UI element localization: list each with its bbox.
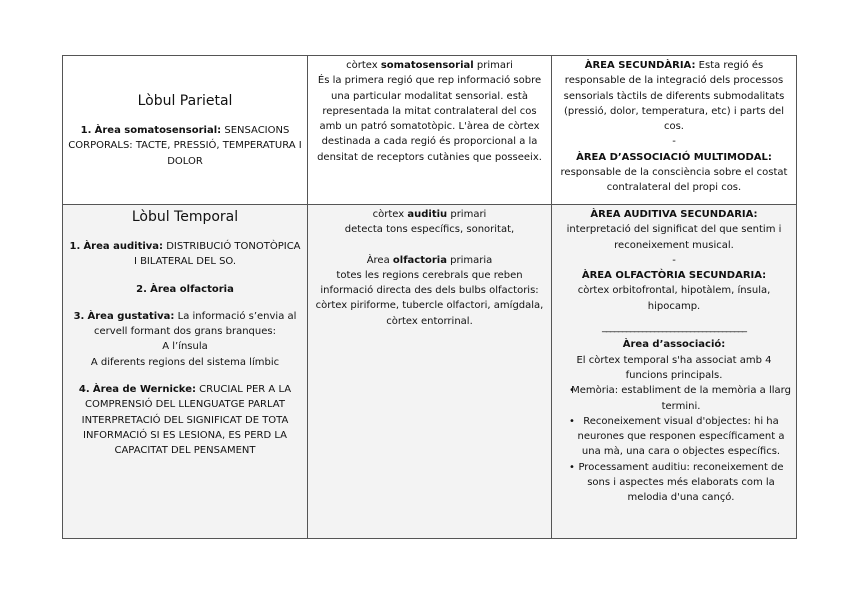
association-head: Àrea d’associació: [622, 339, 726, 351]
list-item: • Reconeixement visual d'objectes: hi ha neurones que responen específicament a una mà, una cara o objectes específics. [571, 414, 791, 460]
list-item: • Memòria: establiment de la memòria a llarg termini. [571, 383, 791, 414]
auditory-primary-heading [313, 207, 546, 222]
parietal-lobe-cell [63, 56, 308, 205]
temporal-item-3 [68, 309, 302, 340]
aud-bold: auditiu [407, 209, 448, 220]
item-number: 4. [78, 384, 90, 396]
item-name: Àrea olfactoria [150, 283, 234, 295]
item-name: Àrea somatosensorial: [94, 125, 222, 137]
auditory-secondary-head: ÀREA AUDITIVA SECUNDARIA: [590, 209, 758, 220]
multimodal-block [557, 150, 791, 196]
temporal-secondary-cell [552, 205, 797, 539]
parietal-title: Lòbul Parietal [137, 93, 233, 110]
item-name: Àrea de Wernicke: [92, 384, 196, 396]
item-number: 1. [69, 241, 81, 252]
aud-suffix: primari [450, 209, 487, 220]
item-desc: CRUCIAL PER A LA COMPRENSIÓ DEL LLENGUATGE PARLAT INTERPRETACIÓ DEL SIGNIFICAT DE TOTA INFORMACIÓ SI ES LESIONA, ES PERD LA CAPACITAT DEL PENSAMENT [81, 384, 292, 457]
temporal-item-2 [68, 282, 302, 297]
item-number: 3. [73, 310, 85, 322]
temporal-item-1 [68, 239, 302, 270]
item-desc: La informació s’envia al cervell formant dos grans branques: [94, 310, 297, 338]
item-name: Àrea gustativa: [87, 310, 175, 322]
temporal-primary-cell [308, 205, 552, 539]
association-list [557, 383, 791, 505]
auditory-secondary-desc: interpretació del significat del que sentim i reconeixement musical. [566, 224, 782, 251]
primary-heading [313, 58, 546, 73]
olfactory-primary-desc: totes les regions cerebrals que reben informació directa des dels bulbs olfactoris: còrtex piriforme, tubercle olfactori, amígdala, còrtex entorrinal. [315, 269, 544, 327]
olf-prefix: Àrea [366, 254, 390, 266]
temporal-item-4 [68, 382, 302, 458]
secondary-desc: Esta regió és responsable de la integració dels processos sensorials tàctils de diferents submodalitats (pressió, dolor, temperatura, etc) i parts del cos. [563, 60, 785, 133]
parietal-row [63, 56, 797, 205]
temporal-title: Lòbul Temporal [131, 209, 239, 225]
multimodal-desc: responsable de la consciència sobre el costat contralateral del propi cos. [560, 167, 788, 194]
spacer [313, 238, 546, 253]
primary-desc: És la primera regió que rep informació sobre una particular modalitat sensorial. està representada la mitat contralateral del cos amb un patró somatotòpic. L'àrea de còrtex destinada a cada regió és proporcional a la densitat de receptors cutànies que posseeix. [317, 75, 542, 163]
olf-suffix: primaria [450, 254, 493, 266]
item-number: 2. [136, 283, 147, 295]
separator-line: ____________________________________ [602, 322, 746, 334]
secondary-head: ÀREA SECUNDÀRIA: [584, 60, 696, 71]
parietal-item-1 [68, 123, 302, 169]
olfactory-secondary-desc: còrtex orbitofrontal, hipotàlem, ínsula, hipocamp. [577, 285, 771, 312]
gustative-branch-2: A diferents regions del sistema límbic [90, 356, 280, 368]
olfactory-secondary-head: ÀREA OLFACTÒRIA SECUNDARIA: [581, 270, 767, 282]
parietal-primary-cell [308, 56, 552, 205]
primary-bold: somatosensorial [380, 60, 474, 71]
item-desc: SENSACIONS CORPORALS: TACTE, PRESSIÓ, TEMPERATURA I DOLOR [68, 125, 302, 167]
primary-prefix: còrtex [346, 60, 378, 71]
item-desc: DISTRIBUCIÓ TONOTÒPICA I BILATERAL DEL SO. [133, 241, 301, 268]
parietal-secondary-cell [552, 56, 797, 205]
dash: - [672, 254, 676, 266]
item-number: 1. [80, 125, 92, 137]
aud-prefix: còrtex [372, 209, 405, 220]
temporal-lobe-cell [63, 205, 308, 539]
dash: - [672, 136, 676, 148]
list-item: • Processament auditiu: reconeixement de sons i aspectes més elaborats com la melodia d'una cançó. [571, 460, 791, 506]
auditory-primary-desc: detecta tons específics, sonoritat, [344, 224, 515, 236]
secondary-block [557, 58, 791, 134]
gustative-branch-1: A l’ínsula [162, 341, 208, 353]
multimodal-head: ÀREA D’ASSOCIACIÓ MULTIMODAL: [576, 151, 772, 163]
item-name: Àrea auditiva: [83, 241, 164, 252]
brain-lobes-table [62, 55, 797, 539]
olfactory-primary-heading [313, 253, 546, 268]
primary-suffix: primari [476, 60, 513, 71]
olf-bold: olfactoria [392, 254, 447, 266]
temporal-row [63, 205, 797, 539]
association-intro: El còrtex temporal s'ha associat amb 4 funcions principals. [576, 354, 772, 381]
